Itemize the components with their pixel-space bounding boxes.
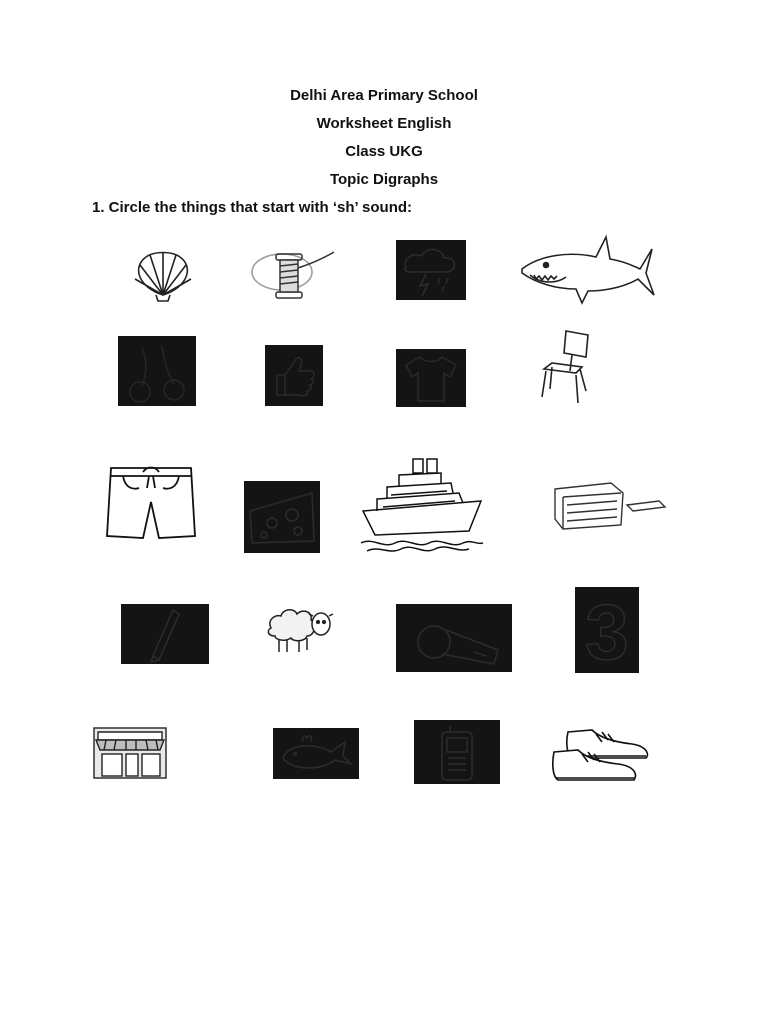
- storm-icon: [396, 240, 466, 300]
- cherry-icon: [118, 336, 196, 406]
- topic-label: Topic Digraphs: [329, 171, 439, 188]
- shorts-icon: [103, 462, 199, 542]
- shirt-icon: [396, 349, 466, 407]
- whistle-icon: [396, 604, 512, 672]
- shop-icon: [92, 726, 168, 780]
- shell-icon: [128, 247, 198, 302]
- ship-icon: [359, 455, 486, 555]
- whale-icon: [273, 728, 359, 779]
- cheese-icon: [244, 481, 320, 553]
- class-label: Class UKG: [345, 143, 423, 160]
- sheep-icon: [263, 602, 335, 656]
- number-three-icon: [575, 587, 639, 673]
- worksheet-subject: Worksheet English: [316, 115, 452, 132]
- phone-icon: [414, 720, 500, 784]
- shark-icon: [518, 233, 656, 313]
- school-name: Delhi Area Primary School: [290, 87, 478, 104]
- shoes-icon: [548, 724, 654, 788]
- chair-icon: [536, 327, 594, 407]
- question-1: 1. Circle the things that start with ‘sh’ sound:: [92, 199, 413, 216]
- book-icon: [551, 475, 669, 531]
- number-three-glyph: 3: [585, 588, 629, 673]
- pencil-icon: [121, 604, 209, 664]
- thumbs-up-icon: [265, 345, 323, 406]
- thread-spool-icon: [240, 246, 350, 304]
